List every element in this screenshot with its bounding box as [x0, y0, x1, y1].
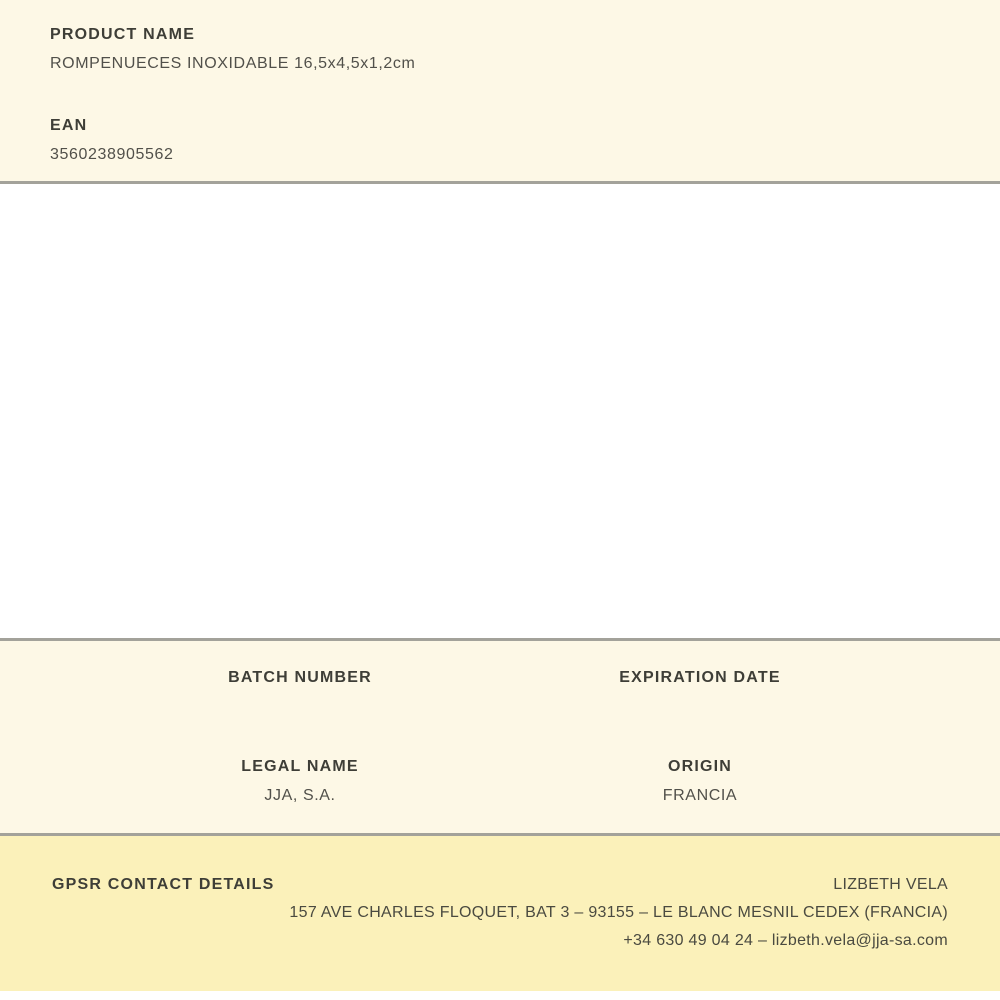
contact-phone-email: +34 630 49 04 24 – lizbeth.vela@jja-sa.com — [623, 932, 948, 949]
batch-number-label: BATCH NUMBER — [228, 669, 372, 686]
product-info-section — [0, 0, 1000, 184]
ean-field — [50, 118, 950, 163]
legal-name-field — [100, 759, 500, 804]
ean-label: EAN — [50, 117, 88, 134]
empty-content-area — [0, 184, 1000, 641]
expiration-date-label: EXPIRATION DATE — [619, 669, 781, 686]
product-name-field — [50, 27, 950, 72]
details-grid — [100, 670, 900, 804]
origin-label: ORIGIN — [667, 758, 733, 775]
origin-field — [500, 759, 900, 804]
product-name-label: PRODUCT NAME — [50, 26, 196, 43]
gpsr-contact-title: GPSR CONTACT DETAILS — [52, 876, 275, 893]
contact-person-name: LIZBETH VELA — [833, 876, 948, 893]
product-name-value: ROMPENUECES INOXIDABLE 16,5x4,5x1,2cm — [50, 55, 416, 72]
contact-address: 157 AVE CHARLES FLOQUET, BAT 3 – 93155 – LE BLANC MESNIL CEDEX (FRANCIA) — [289, 904, 948, 921]
ean-value: 3560238905562 — [50, 146, 174, 163]
origin-value: FRANCIA — [662, 787, 738, 804]
legal-name-value: JJA, S.A. — [264, 787, 336, 804]
details-section — [0, 641, 1000, 836]
gpsr-contact-section — [0, 836, 1000, 991]
contact-header-row — [52, 877, 948, 893]
batch-number-field — [100, 670, 500, 699]
legal-name-label: LEGAL NAME — [241, 758, 359, 775]
expiration-date-field — [500, 670, 900, 699]
